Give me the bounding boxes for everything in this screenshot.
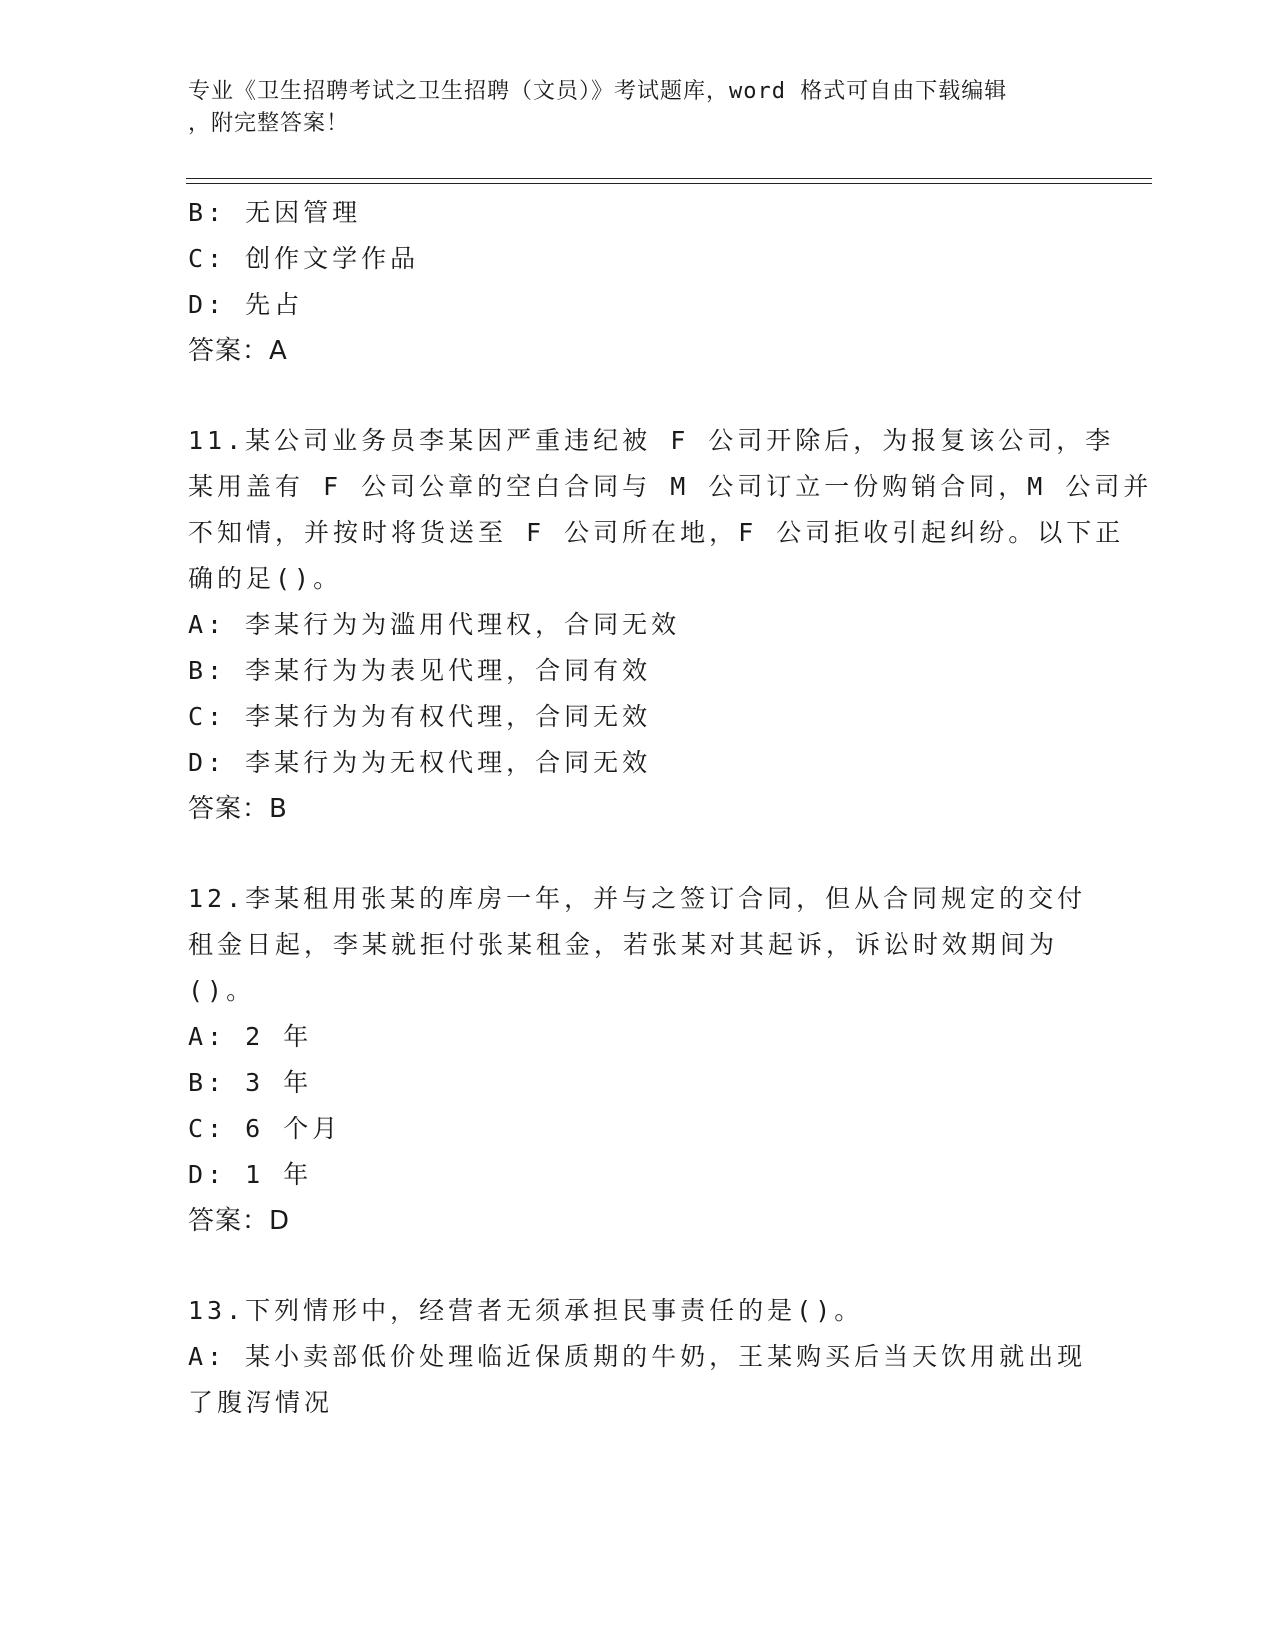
question-block-13 [188, 1288, 1088, 1426]
question-list [188, 190, 1153, 1426]
option-line: A: 某小卖部低价处理临近保质期的牛奶，王某购买后当天饮用就出现 [188, 1342, 1087, 1371]
document-header [188, 76, 1088, 140]
option-line: B: 李某行为为表见代理，合同有效 [188, 656, 652, 685]
question-text-line: 13.下列情形中，经营者无须承担民事责任的是()。 [188, 1296, 864, 1325]
option-line: C: 6 个月 [188, 1114, 342, 1143]
question-text-line: 12.李某租用张某的库房一年，并与之签订合同，但从合同规定的交付 [188, 884, 1087, 913]
question-block-11 [188, 418, 1153, 832]
option-line: D: 先占 [188, 290, 304, 319]
header-line-1: 专业《卫生招聘考试之卫生招聘（文员）》考试题库，word 格式可自由下载编辑 [188, 79, 1008, 104]
option-line: D: 1 年 [188, 1160, 313, 1189]
option-line: C: 李某行为为有权代理，合同无效 [188, 702, 652, 731]
option-line: 了腹泻情况 [188, 1388, 334, 1417]
option-line: B: 3 年 [188, 1068, 313, 1097]
question-text-line: 确的足()。 [188, 564, 343, 593]
answer-line: 答案：B [188, 794, 288, 824]
answer-line: 答案：D [188, 1206, 291, 1236]
option-line: D: 李某行为为无权代理，合同无效 [188, 748, 652, 777]
option-line: A: 李某行为为滥用代理权，合同无效 [188, 610, 681, 639]
option-line: C: 创作文学作品 [188, 244, 420, 273]
option-line: B: 无因管理 [188, 198, 362, 227]
question-text-line: ()。 [188, 976, 256, 1005]
question-text-line: 租金日起，李某就拒付张某租金，若张某对其起诉，诉讼时效期间为 [188, 930, 1059, 959]
answer-line: 答案：A [188, 336, 288, 366]
header-divider-bottom [186, 183, 1152, 184]
question-block-10 [188, 190, 1088, 374]
question-block-12 [188, 876, 1088, 1244]
question-text-line: 11.某公司业务员李某因严重违纪被 F 公司开除后，为报复该公司，李 [188, 426, 1115, 455]
header-line-2: ，附完整答案！ [188, 111, 350, 136]
question-text-line: 不知情，并按时将货送至 F 公司所在地，F 公司拒收引起纠纷。以下正 [188, 518, 1125, 547]
option-line: A: 2 年 [188, 1022, 313, 1051]
header-divider-top [186, 178, 1152, 179]
question-text-line: 某用盖有 F 公司公章的空白合同与 M 公司订立一份购销合同，M 公司并 [188, 472, 1153, 501]
